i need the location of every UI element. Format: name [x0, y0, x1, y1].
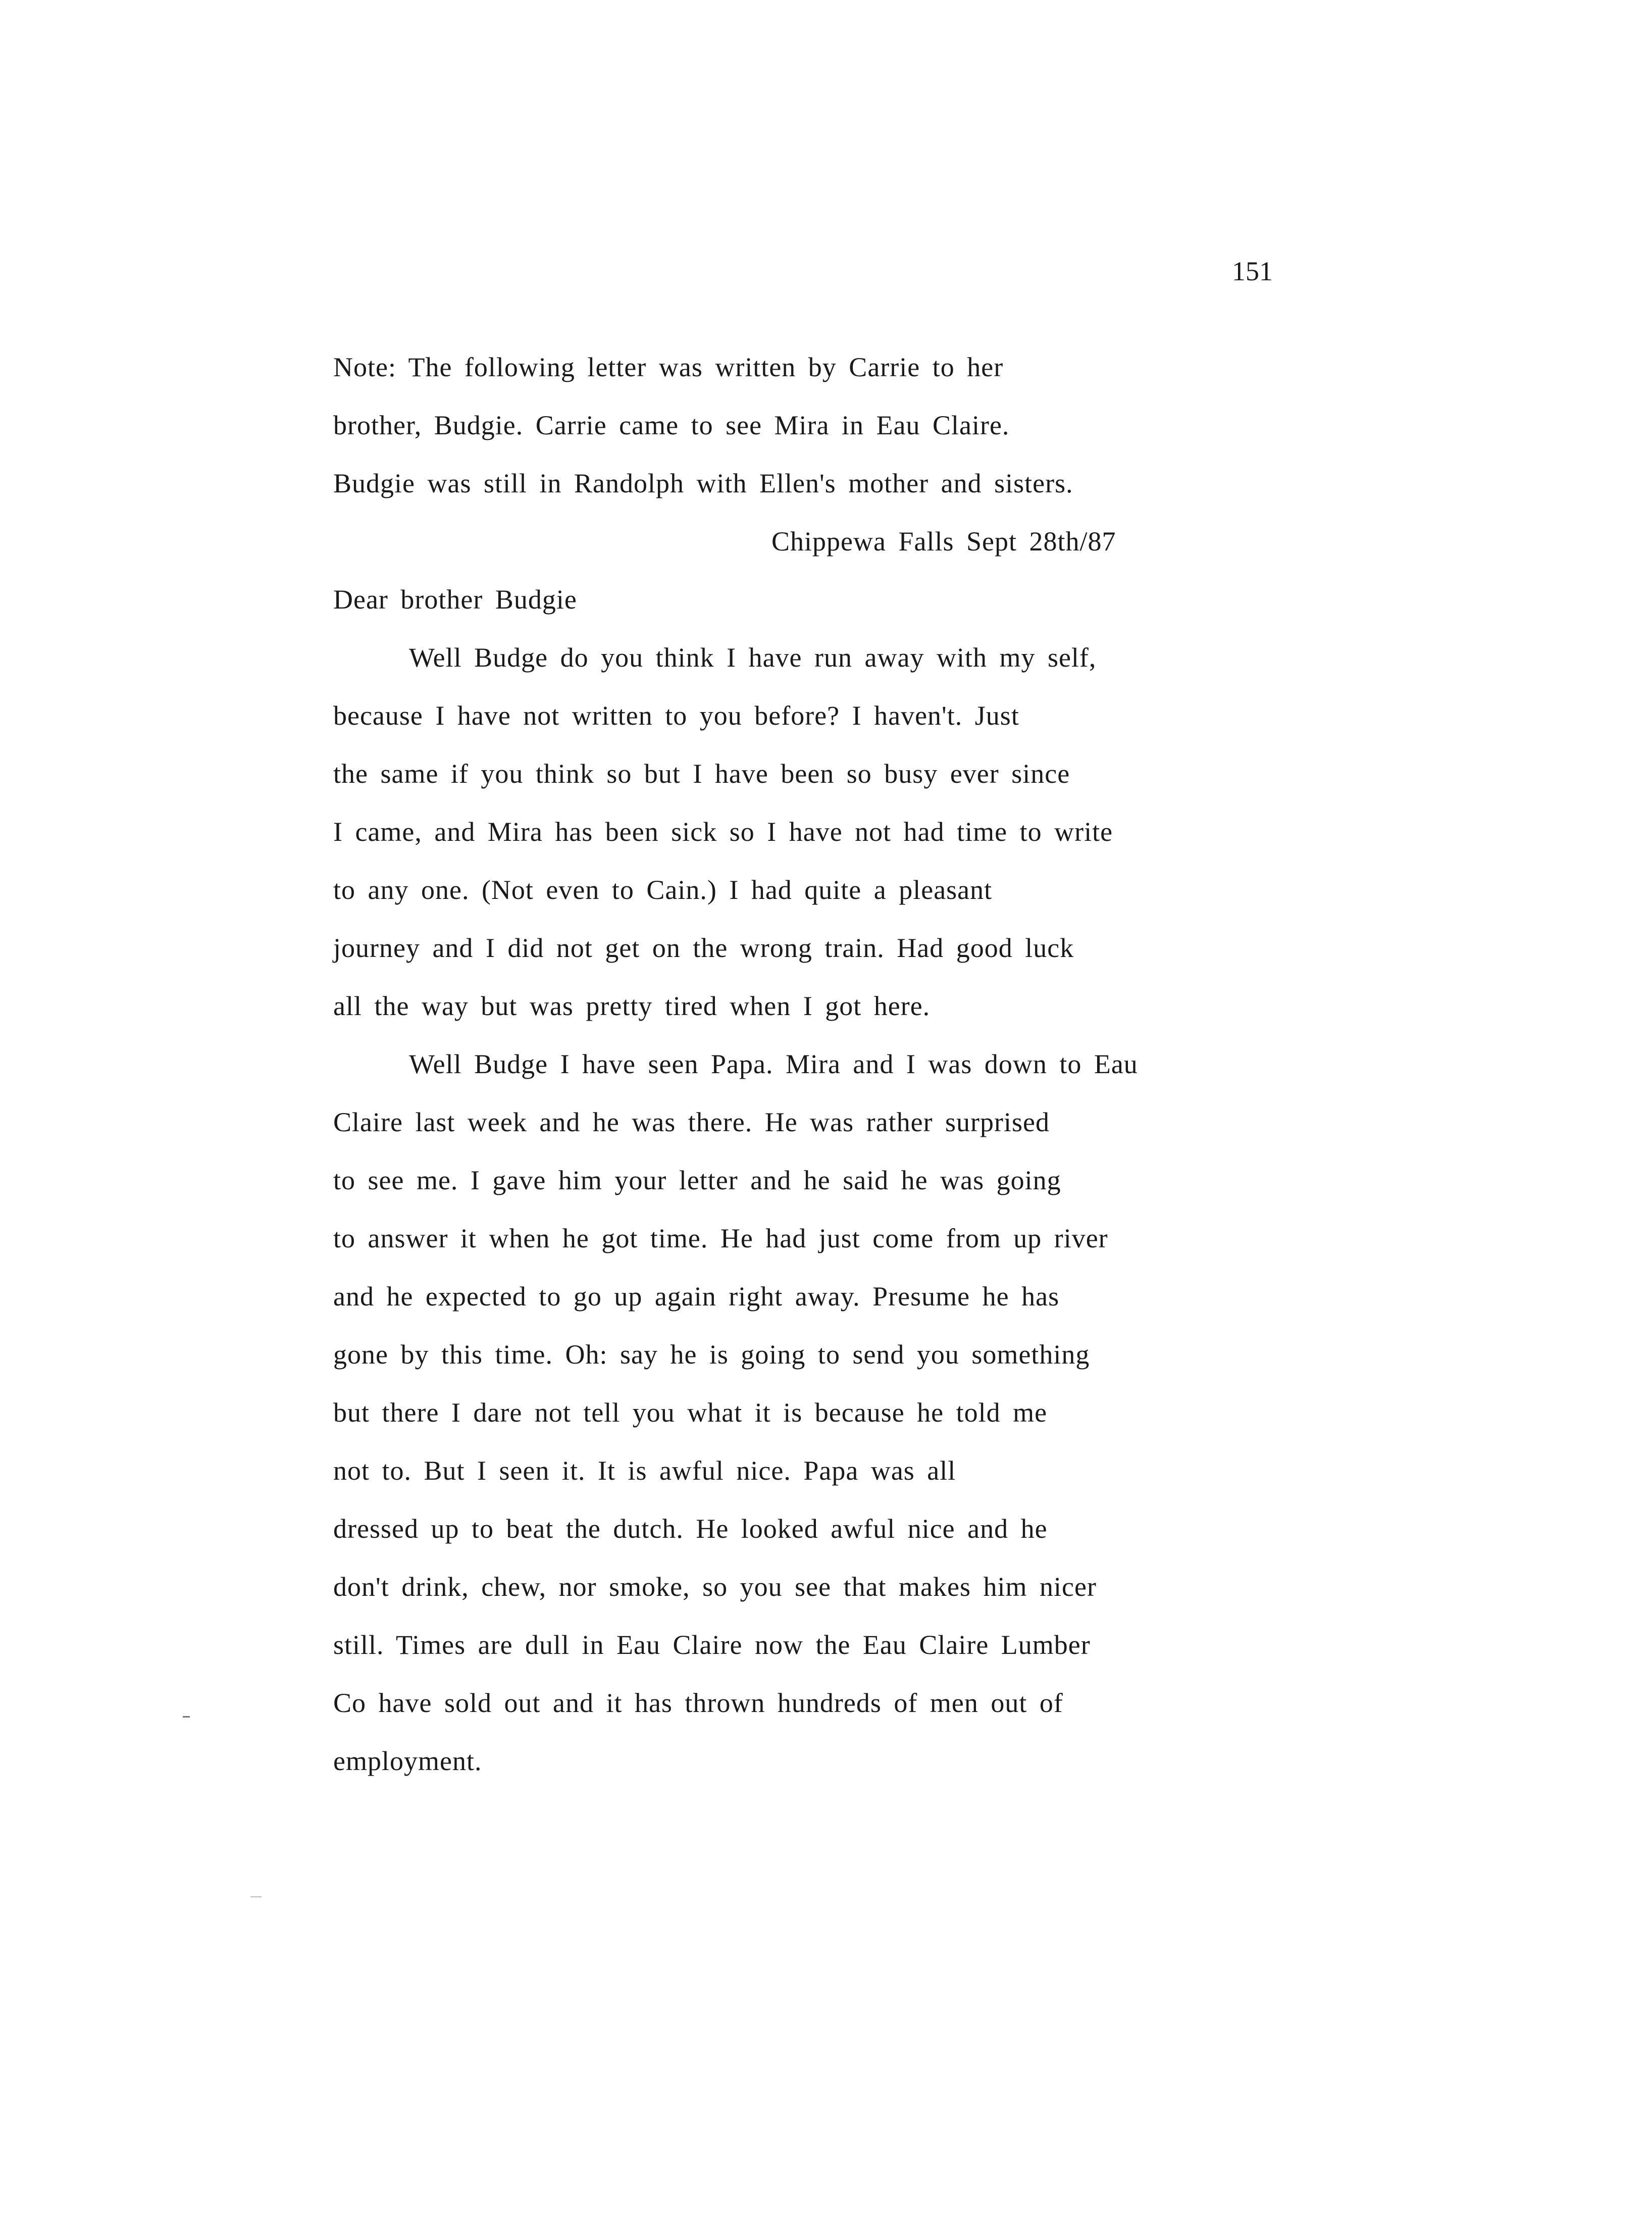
letter-line: don't drink, chew, nor smoke, so you see that makes him nicer: [333, 1572, 1097, 1602]
letter-line: Well Budge I have seen Papa. Mira and I was down to Eau: [409, 1049, 1138, 1079]
note-line: Budgie was still in Randolph with Ellen's mother and sisters.: [333, 468, 1073, 498]
page-number: 151: [1232, 256, 1273, 286]
letter-line: Co have sold out and it has thrown hundreds of men out of: [333, 1688, 1063, 1718]
letter-line: employment.: [333, 1746, 482, 1776]
dateline: Chippewa Falls Sept 28th/87: [771, 526, 1116, 557]
letter-line: Well Budge do you think I have run away with my self,: [409, 642, 1097, 673]
letter-line: dressed up to beat the dutch. He looked awful nice and he: [333, 1514, 1048, 1544]
note-line: Note: The following letter was written by Carrie to her: [333, 352, 1004, 382]
letter-line: Claire last week and he was there. He was rather surprised: [333, 1107, 1050, 1137]
letter-line: journey and I did not get on the wrong train. Had good luck: [333, 933, 1074, 963]
letter-line: to answer it when he got time. He had just come from up river: [333, 1223, 1108, 1253]
letter-line: still. Times are dull in Eau Claire now the Eau Claire Lumber: [333, 1630, 1091, 1660]
letter-line: not to. But I seen it. It is awful nice. Papa was all: [333, 1455, 956, 1486]
letter-line: to see me. I gave him your letter and he said he was going: [333, 1165, 1061, 1195]
scan-speck: [250, 1896, 262, 1897]
note-line: brother, Budgie. Carrie came to see Mira in Eau Claire.: [333, 410, 1010, 440]
letter-line: the same if you think so but I have been so busy ever since: [333, 759, 1070, 789]
salutation: Dear brother Budgie: [333, 584, 577, 615]
letter-line: all the way but was pretty tired when I got here.: [333, 991, 931, 1021]
letter-line: I came, and Mira has been sick so I have not had time to write: [333, 817, 1113, 847]
letter-line: because I have not written to you before? I haven't. Just: [333, 700, 1019, 731]
letter-line: and he expected to go up again right away. Presume he has: [333, 1281, 1060, 1312]
letter-line: but there I dare not tell you what it is because he told me: [333, 1397, 1048, 1428]
letter-line: to any one. (Not even to Cain.) I had quite a pleasant: [333, 875, 993, 905]
letter-line: gone by this time. Oh: say he is going to send you something: [333, 1339, 1090, 1370]
scan-speck: [183, 1716, 190, 1718]
